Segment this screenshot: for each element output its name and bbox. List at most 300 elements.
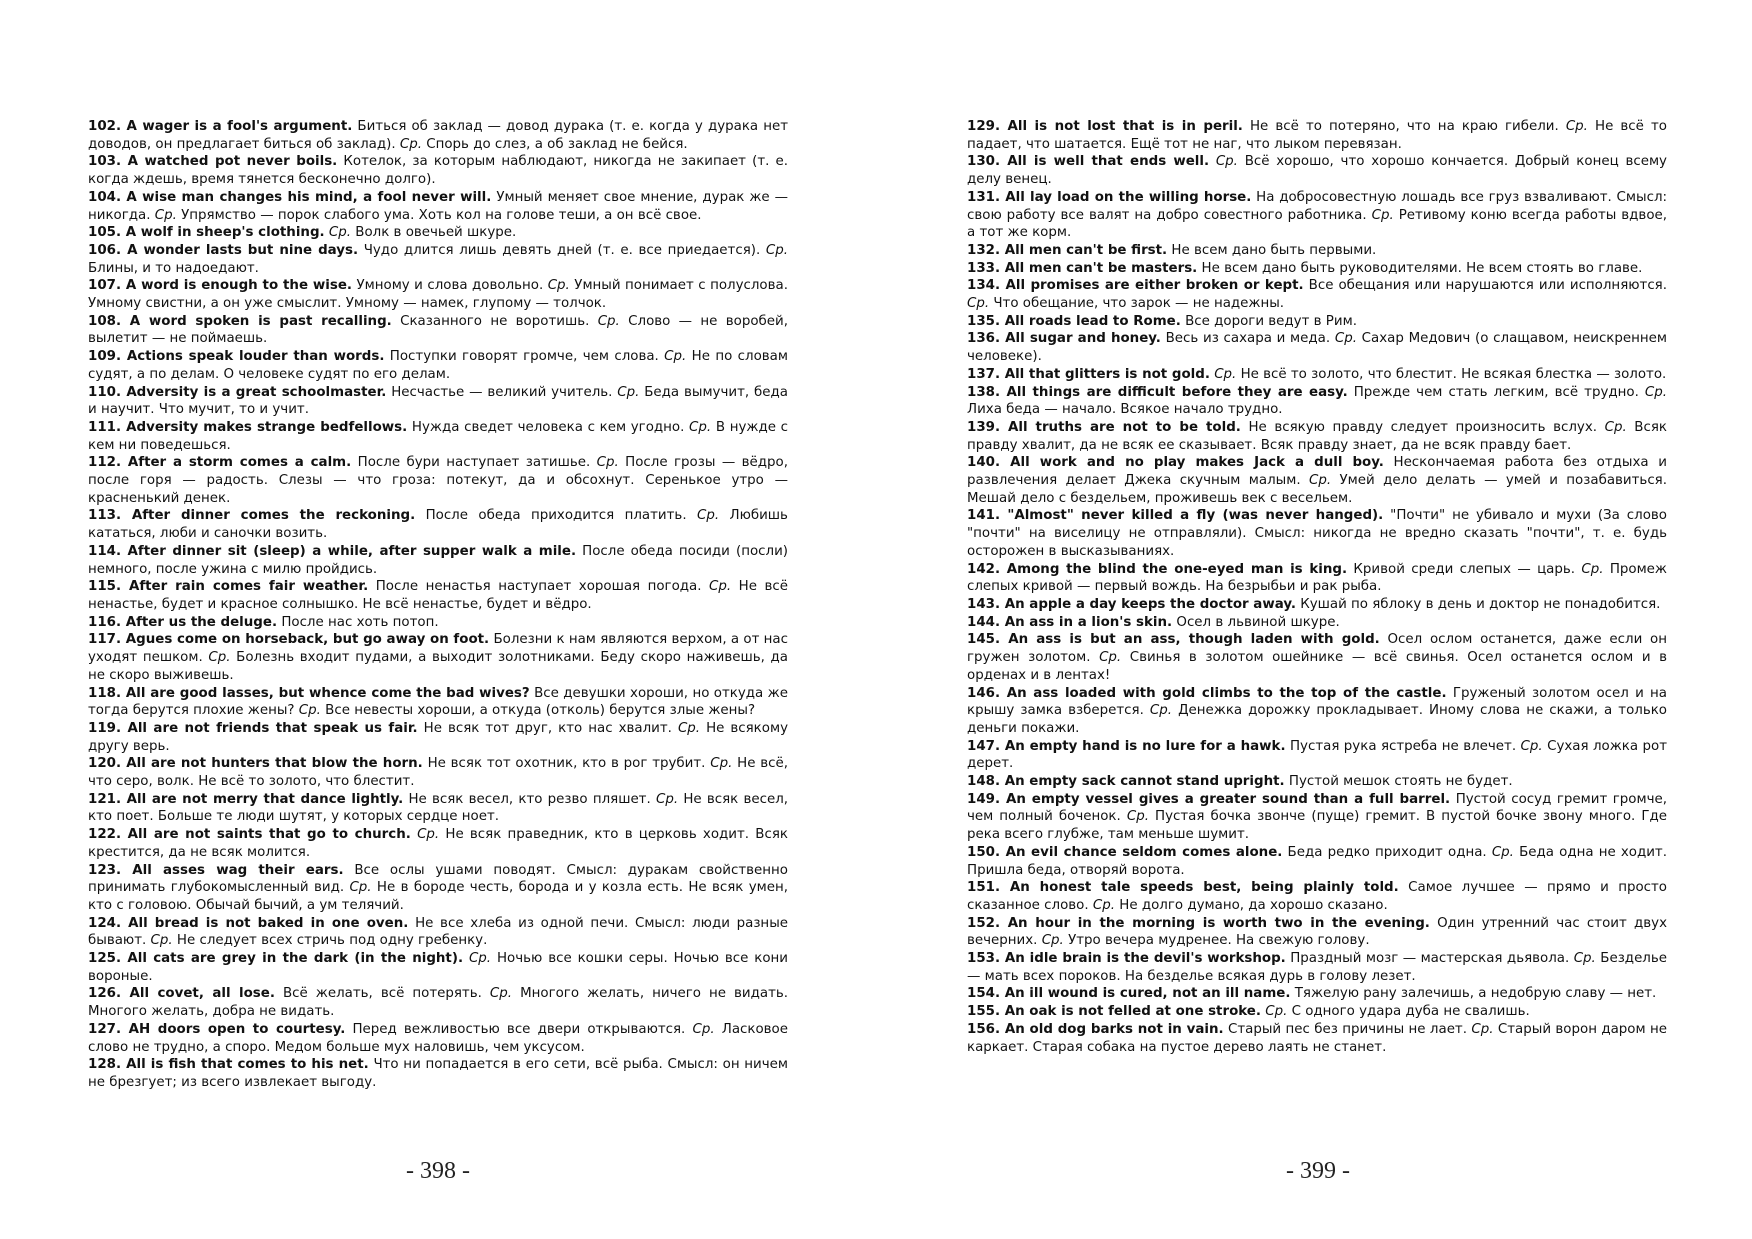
proverb-russian: Ретивому коню всегда работы вдвое, а тот же корм. [967, 207, 1668, 241]
proverb-english-text: All is well that ends well. [1007, 154, 1210, 170]
proverb-russian: Осел в львиной шкуре. [1176, 614, 1340, 630]
compare-marker: Ср. [1099, 650, 1122, 666]
proverb-russian: На добросовестную лошадь все груз взваливают. Смысл: свою работу все валят на добро совестного работника. [967, 189, 1668, 223]
proverb-english [88, 385, 386, 400]
proverb-english [88, 508, 415, 523]
proverb-number: 122. [88, 827, 122, 843]
proverb-entry [88, 118, 788, 153]
proverb-entry [88, 384, 788, 419]
proverb-english-text: An ass is but an ass, though laden with gold. [1008, 632, 1380, 648]
proverb-entry [88, 153, 788, 188]
proverb-english [967, 615, 1172, 630]
proverb-english-text: All work and no play makes Jack a dull boy. [1010, 455, 1384, 471]
proverb-english [88, 314, 392, 329]
compare-marker: Ср. [1604, 419, 1627, 435]
proverb-russian: Пустая бочка звонче (пуще) гремит. В пустой бочке звону много. Где река всего глубже, там меньше шумит. [967, 809, 1667, 843]
proverb-entry [967, 950, 1667, 985]
proverb-russian: Что обещание, что зарок — не надежны. [993, 296, 1285, 312]
proverb-english [88, 119, 352, 134]
proverb-entry [967, 242, 1667, 260]
proverb-number: 120. [88, 756, 122, 772]
proverb-english [88, 721, 418, 736]
proverb-russian: Всё хорошо, что хорошо кончается. Добрый конец всему делу венец. [967, 154, 1667, 188]
proverb-entry [967, 330, 1667, 365]
proverb-english-text: An ass loaded with gold climbs to the top of the castle. [1006, 685, 1447, 701]
proverb-russian: Спорь до слез, а об заклад не бейся. [426, 136, 688, 152]
compare-marker: Ср. [1581, 561, 1604, 577]
proverb-english-text: Actions speak louder than words. [126, 349, 385, 365]
proverb-number: 114. [88, 543, 122, 559]
proverb-russian: Не всё то падает, что шатается. Ещё тот не наг, что лыком перевязан. [967, 119, 1667, 152]
proverb-russian: Не всем дано быть руководителями. Не всем стоять во главе. [1201, 260, 1643, 276]
proverb-entry [967, 561, 1667, 596]
proverb-number: 151. [967, 880, 1001, 896]
compare-marker: Ср. [1491, 844, 1514, 860]
proverb-english [967, 632, 1380, 647]
proverb-english-text: An empty sack cannot stand upright. [1004, 774, 1285, 790]
proverb-english-text: All covet, all lose. [129, 986, 275, 1002]
proverb-english [967, 774, 1285, 789]
proverb-russian: Поступки говорят громче, чем слова. [389, 349, 659, 365]
proverb-number: 112. [88, 455, 122, 471]
compare-marker: Ср. [328, 225, 351, 241]
proverb-english [88, 632, 489, 647]
proverb-entry [88, 313, 788, 348]
compare-marker: Ср. [1573, 951, 1596, 967]
proverb-english [967, 190, 1251, 205]
proverb-english [967, 278, 1304, 293]
proverb-english-text: An evil chance seldom comes alone. [1005, 844, 1283, 860]
proverb-number: 115. [88, 579, 122, 595]
proverb-english-text: All is not lost that is in peril. [1007, 119, 1243, 134]
proverb-russian: Ночью все кошки серы. Ночью все кони вороные. [88, 951, 788, 984]
proverb-russian: Груженый золотом осел и на крышу замка взберется. [967, 685, 1668, 719]
compare-marker: Ср. [208, 650, 231, 666]
proverb-number: 138. [967, 384, 1001, 400]
proverb-entry [967, 118, 1667, 153]
proverb-english-text: An apple a day keeps the doctor away. [1004, 596, 1296, 612]
proverb-entry [88, 507, 788, 542]
proverb-english [88, 420, 407, 435]
proverb-russian: Не всем дано быть первыми. [1171, 242, 1377, 258]
proverb-entry [967, 153, 1667, 188]
proverb-number: 107. [88, 278, 122, 294]
compare-marker: Ср. [617, 384, 640, 400]
proverb-number: 133. [967, 260, 1001, 276]
proverb-number: 124. [88, 915, 122, 931]
proverb-number: 117. [88, 632, 122, 648]
proverb-russian: Не всяк тот охотник, кто в рог трубит. [427, 756, 706, 772]
proverb-russian: Биться об заклад — довод дурака (т. е. когда у дурака нет доводов, он предлагает биться об заклад). [88, 119, 788, 152]
proverb-russian: Беда вымучит, беда и научит. Что мучит, то и учит. [88, 384, 788, 418]
compare-marker: Ср. [1309, 473, 1332, 489]
proverb-russian: После обеда приходится платить. [425, 508, 687, 524]
proverb-entry [88, 189, 788, 224]
proverb-english [967, 739, 1286, 754]
compare-marker: Ср. [399, 136, 422, 152]
proverb-number: 125. [88, 951, 122, 967]
compare-marker: Ср. [1371, 207, 1394, 223]
proverb-entry [88, 224, 788, 242]
proverb-english [88, 278, 352, 293]
proverb-russian: Не всяк праведник, кто в церковь ходит. Всяк крестится, да не всяк молится. [88, 827, 788, 860]
proverb-number: 154. [967, 986, 1001, 1002]
compare-marker: Ср. [1215, 154, 1238, 170]
proverb-english-text: All men can't be first. [1004, 242, 1168, 258]
proverb-english-text: An ill wound is cured, not an ill name. [1004, 986, 1291, 1002]
proverb-number: 113. [88, 508, 122, 524]
proverb-english-text: All are good lasses, but whence come the bad wives? [125, 685, 530, 701]
compare-marker: Ср. [710, 756, 733, 772]
proverb-russian: Один утренний час стоит двух вечерних. [967, 915, 1667, 949]
proverb-russian: Старый ворон даром не каркает. Старая собака на пустое дерево лаять не станет. [967, 1021, 1667, 1055]
compare-marker: Ср. [597, 313, 620, 329]
compare-marker: Ср. [689, 419, 712, 435]
proverb-english [967, 243, 1167, 258]
proverb-russian: Не все хлеба из одной печи. Смысл: люди разные бывают. [88, 915, 788, 949]
proverb-english [88, 225, 325, 240]
proverb-russian: "Почти" не убивало и мухи (За слово "почти" на виселицу не отправляли). Смысл: никогда не вредно сказать "почти", т. е. будь осторожен в высказываниях. [967, 508, 1667, 559]
proverb-number: 129. [967, 119, 1001, 134]
page-number-left: - 398 - [406, 1158, 470, 1184]
proverb-russian: После обеда посиди (посли) немного, после ужина с милю пройдись. [88, 543, 788, 577]
proverb-entry [88, 578, 788, 613]
proverb-english-text: Adversity is a great schoolmaster. [126, 384, 387, 400]
proverb-russian: После грозы — вёдро, после горя — радость. Слезы — что гроза: потекут, да и обсохнут. Серенькое утро — красненький денек. [88, 455, 788, 506]
proverb-english [88, 154, 337, 169]
compare-marker: Ср. [1520, 738, 1543, 754]
proverb-entry [88, 419, 788, 454]
proverb-russian: Сахар Медович (о слащавом, неискреннем человеке). [967, 331, 1667, 365]
proverb-english-text: All are not merry that dance lightly. [126, 791, 404, 807]
proverb-russian: С одного удара дуба не свалишь. [1291, 1004, 1530, 1020]
proverb-number: 105. [88, 225, 122, 241]
proverb-english-text: Agues come on horseback, but go away on foot. [125, 632, 490, 648]
proverb-russian: Нескончаемая работа без отдыха и развлечения делает Джека скучным малым. [967, 455, 1667, 489]
proverb-number: 109. [88, 349, 122, 365]
proverb-number: 128. [88, 1057, 122, 1073]
proverb-russian: Осел ослом останется, даже если он гружен золотом. [967, 632, 1667, 666]
proverb-entry [88, 915, 788, 950]
proverb-russian: Сказанного не воротишь. [400, 313, 590, 329]
proverb-english-text: All asses wag their ears. [132, 862, 344, 878]
proverb-english [88, 579, 368, 594]
compare-marker: Ср. [596, 455, 619, 471]
proverb-entry [967, 189, 1667, 242]
proverb-english [967, 261, 1197, 276]
proverb-russian: Ласковое слово не трудно, а споро. Медом больше мух наловишь, чем уксусом. [88, 1021, 788, 1055]
proverb-entry [88, 242, 788, 277]
proverb-russian: После бури наступает затишье. [357, 455, 591, 471]
proverb-russian: Блины, и то надоедают. [88, 260, 259, 276]
proverb-entry [967, 260, 1667, 278]
proverb-entry [88, 985, 788, 1020]
proverb-english [967, 385, 1348, 400]
proverb-russian: Не долго думано, да хорошо сказано. [1119, 897, 1388, 913]
proverb-english [88, 686, 530, 701]
proverb-entry [88, 1056, 788, 1091]
proverb-english [967, 845, 1282, 860]
proverb-russian: Пустая рука ястреба не влечет. [1289, 738, 1517, 754]
proverb-russian: Не всякому другу верь. [88, 720, 788, 754]
compare-marker: Ср. [709, 579, 732, 595]
proverb-english [967, 420, 1241, 435]
compare-marker: Ср. [692, 1021, 715, 1037]
proverb-english [967, 1022, 1224, 1037]
proverb-english [88, 986, 275, 1001]
proverb-english-text: An empty vessel gives a greater sound than a full barrel. [1005, 791, 1451, 807]
proverb-english-text: All lay load on the willing horse. [1005, 189, 1252, 205]
proverb-russian: Волк в овечьей шкуре. [355, 225, 517, 241]
proverb-entry [88, 950, 788, 985]
proverb-number: 141. [967, 508, 1001, 524]
proverb-number: 135. [967, 313, 1001, 329]
proverb-russian: В нужде с кем ни поведешься. [88, 419, 788, 453]
proverb-number: 150. [967, 844, 1001, 860]
proverb-english-text: A word spoken is past recalling. [129, 313, 392, 329]
proverb-english [88, 1022, 345, 1037]
proverb-english-text: After dinner sit (sleep) a while, after supper walk a mile. [127, 543, 577, 559]
proverb-entry [967, 614, 1667, 632]
proverb-entry [967, 844, 1667, 879]
proverb-english [967, 792, 1450, 807]
compare-marker: Ср. [765, 242, 788, 258]
proverb-number: 142. [967, 561, 1001, 577]
proverb-russian: Умей дело делать — умей и позабавиться. Мешай дело с бездельем, проживешь век с весельем. [967, 473, 1667, 506]
proverb-entry [967, 879, 1667, 914]
proverb-russian: Старый пес без причины не лает. [1227, 1021, 1467, 1037]
proverb-english-text: AH doors open to courtesy. [128, 1021, 346, 1037]
proverb-number: 121. [88, 791, 122, 807]
proverb-english-text: All promises are either broken or kept. [1005, 278, 1304, 294]
proverb-russian: Все обещания или нарушаются или исполняются. [1308, 278, 1667, 294]
compare-marker: Ср. [349, 880, 372, 896]
compare-marker: Ср. [1471, 1021, 1494, 1037]
proverb-english-text: All roads lead to Rome. [1004, 313, 1181, 329]
proverb-russian: Всё желать, всё потерять. [282, 986, 482, 1002]
proverb-english-text: After a storm comes a calm. [127, 455, 352, 471]
proverb-english [88, 615, 277, 630]
proverb-number: 153. [967, 951, 1001, 967]
proverb-english [967, 686, 1447, 701]
proverb-russian: Умный меняет свое мнение, дурак же — никогда. [88, 189, 789, 223]
proverb-entry [88, 755, 788, 790]
proverb-english [967, 986, 1290, 1001]
proverb-english [88, 916, 408, 931]
proverb-english-text: All sugar and honey. [1005, 331, 1161, 347]
proverb-entry [88, 543, 788, 578]
compare-marker: Ср. [664, 349, 687, 365]
proverb-number: 136. [967, 331, 1001, 347]
proverb-number: 119. [88, 720, 122, 736]
compare-marker: Ср. [1265, 1004, 1288, 1020]
proverb-russian: Самое лучшее — прямо и просто сказанное слово. [967, 880, 1667, 913]
proverb-russian: Все дороги ведут в Рим. [1185, 313, 1357, 329]
proverb-russian: Все ослы ушами поводят. Смысл: дуракам свойственно принимать глубокомысленный вид. [88, 862, 789, 896]
proverb-english-text: Among the blind the one-eyed man is king. [1006, 561, 1348, 577]
proverb-russian: Многого желать, ничего не видать. Многого желать, добра не видать. [88, 986, 789, 1020]
proverb-entry [967, 1003, 1667, 1021]
proverb-english-text: A word is enough to the wise. [125, 278, 353, 294]
page-number-right: - 399 - [1286, 1158, 1350, 1184]
proverb-russian: Что ни попадается в его сети, всё рыба. Смысл: он ничем не брезгует; из всего извлекает выгоду. [88, 1057, 788, 1090]
proverb-number: 149. [967, 791, 1001, 807]
proverb-russian: Умному и слова довольно. [356, 278, 544, 294]
compare-marker: Ср. [655, 791, 679, 807]
proverb-english-text: "Almost" never killed a fly (was never hanged). [1007, 508, 1384, 524]
proverb-entry [967, 277, 1667, 312]
proverb-entry [88, 791, 788, 826]
proverb-entry [967, 596, 1667, 614]
proverb-entry [88, 862, 788, 915]
proverb-entry [967, 685, 1667, 738]
proverb-english-text: All are not hunters that blow the horn. [126, 756, 423, 772]
proverb-english [967, 455, 1384, 470]
proverb-entry [88, 720, 788, 755]
compare-marker: Ср. [1149, 703, 1173, 719]
proverb-english [88, 243, 358, 258]
proverb-russian: Не всё то золото, что блестит. Не всякая блестка — золото. [1240, 366, 1667, 382]
proverb-english [967, 916, 1430, 931]
proverb-russian: Праздный мозг — мастерская дьявола. [1290, 951, 1570, 967]
proverb-russian: Прежде чем стать легким, всё трудно. [1353, 384, 1639, 400]
proverb-number: 146. [967, 685, 1001, 701]
proverb-english-text: All things are difficult before they are easy. [1006, 384, 1348, 400]
proverb-english-text: All men can't be masters. [1004, 260, 1198, 276]
proverb-number: 134. [967, 278, 1001, 294]
proverb-number: 126. [88, 986, 122, 1002]
compare-marker: Ср. [154, 207, 177, 223]
proverb-number: 144. [967, 614, 1001, 630]
proverb-english [88, 455, 351, 470]
compare-marker: Ср. [150, 933, 173, 949]
proverb-number: 110. [88, 384, 122, 400]
proverb-entry [88, 277, 788, 312]
proverb-number: 131. [967, 189, 1001, 205]
proverb-number: 130. [967, 154, 1001, 170]
proverb-english [967, 119, 1243, 134]
compare-marker: Ср. [489, 986, 513, 1002]
proverb-russian: Кривой среди слепых — царь. [1353, 561, 1576, 577]
proverb-english-text: Adversity makes strange bedfellows. [126, 419, 408, 435]
proverb-russian: После ненастья наступает хорошая погода. [375, 579, 702, 595]
proverb-russian: Не всё, что серо, волк. Не всё то золото, что блестит. [88, 756, 788, 790]
compare-marker: Ср. [1334, 331, 1357, 347]
compare-marker: Ср. [1041, 933, 1064, 949]
proverb-russian: Чудо длится лишь девять дней (т. е. все приедается). [363, 242, 761, 258]
proverb-russian: Слово — не воробей, вылетит — не поймаешь. [88, 313, 788, 347]
compare-marker: Ср. [1214, 366, 1237, 382]
proverb-number: 127. [88, 1021, 122, 1037]
proverb-number: 123. [88, 862, 122, 878]
proverb-russian: Не следует всех стричь под одну гребенку. [176, 933, 488, 949]
proverb-entry [967, 985, 1667, 1003]
proverb-russian: Умный понимает с полуслова. Умному свистни, а он уже смыслит. Умному — намек, глупому — толчок. [88, 278, 788, 312]
proverb-number: 152. [967, 915, 1001, 931]
proverb-number: 111. [88, 419, 122, 435]
proverb-number: 108. [88, 313, 122, 329]
proverb-english [88, 863, 344, 878]
proverb-english-text: A wager is a fool's argument. [126, 119, 353, 134]
proverb-number: 147. [967, 738, 1001, 754]
proverb-russian: Не всякую правду следует произносить вслух. [1248, 419, 1598, 435]
compare-marker: Ср. [417, 827, 440, 843]
proverb-english [967, 951, 1286, 966]
proverb-entry [967, 738, 1667, 773]
proverb-number: 116. [88, 614, 122, 630]
proverb-number: 140. [967, 455, 1001, 471]
proverb-number: 139. [967, 419, 1001, 435]
compare-marker: Ср. [1126, 809, 1149, 825]
proverb-russian: Котелок, за которым наблюдают, никогда не закипает (т. е. когда ждешь, время тянется бесконечно долго). [88, 154, 789, 188]
proverb-entry [967, 366, 1667, 384]
proverb-entry [88, 826, 788, 861]
proverb-english-text: All is fish that comes to his net. [126, 1057, 369, 1073]
proverb-english-text: A watched pot never boils. [127, 154, 338, 170]
proverb-english [967, 562, 1347, 577]
proverb-english-text: An hour in the morning is worth two in the evening. [1007, 915, 1430, 931]
proverb-russian: Болезни к нам являются верхом, а от нас уходят пешком. [88, 632, 788, 666]
compare-marker: Ср. [468, 951, 492, 967]
proverb-russian: Сухая ложка рот дерет. [967, 738, 1667, 772]
proverb-entry [967, 313, 1667, 331]
proverb-russian: Несчастье — великий учитель. [391, 384, 613, 400]
proverb-english [88, 1057, 369, 1072]
proverb-russian: Беда редко приходит одна. [1287, 844, 1487, 860]
proverb-english-text: All that glitters is not gold. [1004, 366, 1210, 382]
proverb-english [967, 154, 1209, 169]
proverb-number: 156. [967, 1021, 1001, 1037]
proverb-russian: Промеж слепых кривой — первый вождь. На безрыбьи и рак рыба. [967, 561, 1667, 595]
left-page [88, 118, 788, 1092]
proverb-number: 103. [88, 154, 122, 170]
proverb-english [88, 349, 384, 364]
proverb-russian: Весь из сахара и меда. [1165, 331, 1331, 347]
proverb-english [967, 880, 1399, 895]
proverb-russian: Не всяк весел, кто резво пляшет. [408, 791, 651, 807]
proverb-english-text: An idle brain is the devil's workshop. [1004, 951, 1286, 967]
proverb-russian: Безделье — мать всех пороков. На безделье всякая дурь в голову лезет. [967, 951, 1667, 984]
proverb-entry [967, 454, 1667, 507]
proverb-entry [88, 348, 788, 383]
proverb-russian: Упрямство — порок слабого ума. Хоть кол на голове теши, а он всё свое. [181, 207, 702, 223]
proverb-russian: Тяжелую рану залечишь, а недобрую славу — нет. [1294, 986, 1657, 1002]
proverb-entry [967, 631, 1667, 684]
proverb-english [967, 508, 1383, 523]
proverb-english-text: After rain comes fair weather. [128, 579, 369, 595]
proverb-english-text: An empty hand is no lure for a hawk. [1004, 738, 1286, 754]
proverb-russian: Кушай по яблоку в день и доктор не понадобится. [1300, 596, 1661, 612]
proverb-russian: Утро вечера мудренее. На свежую голову. [1068, 933, 1370, 949]
proverb-number: 143. [967, 596, 1001, 612]
proverb-entry [88, 631, 788, 684]
proverb-russian: После нас хоть потоп. [281, 614, 439, 630]
proverb-english-text: A wonder lasts but nine days. [127, 242, 359, 258]
proverb-russian: Пустой сосуд гремит громче, чем полный боченок. [967, 791, 1668, 825]
proverb-entry [967, 773, 1667, 791]
proverb-russian: Любишь кататься, люби и саночки возить. [88, 508, 788, 542]
proverb-entry [967, 507, 1667, 560]
proverb-english [967, 314, 1181, 329]
proverb-number: 145. [967, 632, 1001, 648]
proverb-english-text: All truths are not to be told. [1008, 419, 1241, 435]
proverb-english-text: All are not friends that speak us fair. [127, 720, 418, 736]
proverb-english [88, 756, 423, 771]
proverb-number: 132. [967, 242, 1001, 258]
proverb-russian: Все девушки хороши, но откуда же тогда берутся плохие жены? [88, 685, 788, 719]
proverb-number: 155. [967, 1004, 1001, 1020]
proverb-entry [88, 454, 788, 507]
